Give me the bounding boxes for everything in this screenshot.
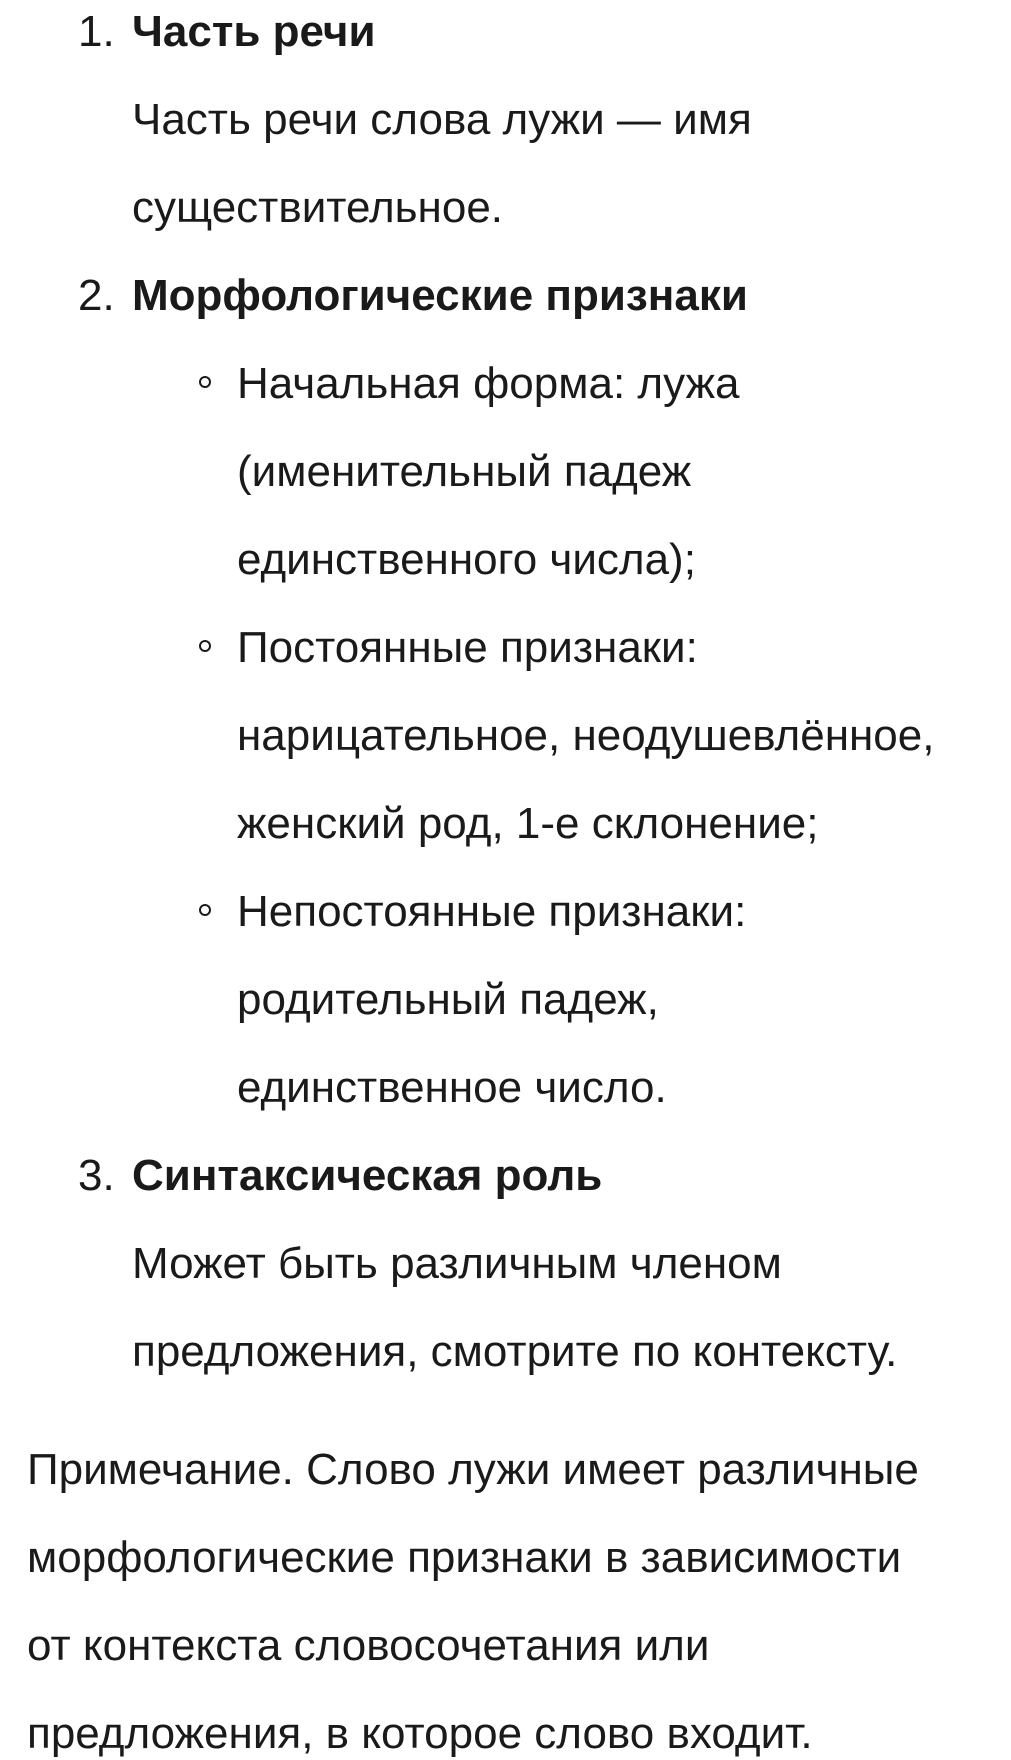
subitem-line: родительный падеж,	[237, 975, 659, 1024]
bullet-circle-icon	[199, 640, 211, 652]
subitem-line: Начальная форма: лужа	[237, 359, 740, 408]
subitem-line: женский род, 1-е склонение;	[237, 799, 819, 848]
subitem-line: Непостоянные признаки:	[237, 887, 747, 936]
note-line: предложения, в которое слово входит.	[27, 1709, 813, 1758]
body-line: существительное.	[132, 183, 504, 232]
list-number-3: 3.	[78, 1151, 115, 1200]
body-line: Часть речи слова лужи — имя	[132, 95, 752, 144]
bullet-circle-icon	[199, 376, 211, 388]
subitem-line: Постоянные признаки:	[237, 623, 698, 672]
subitem-line: нарицательное, неодушевлённое,	[237, 711, 935, 760]
body-line: предложения, смотрите по контексту.	[132, 1327, 898, 1376]
subitem-line: (именительный падеж	[237, 447, 692, 496]
note-line: морфологические признаки в зависимости	[27, 1533, 902, 1582]
list-number-1: 1.	[78, 7, 115, 56]
note-line: Примечание. Слово лужи имеет различные	[27, 1445, 919, 1494]
body-line: Может быть различным членом	[132, 1239, 782, 1288]
subitem-line: единственное число.	[237, 1063, 667, 1112]
heading-syntactic-role: Синтаксическая роль	[132, 1151, 603, 1200]
bullet-circle-icon	[199, 904, 211, 916]
heading-part-of-speech: Часть речи	[132, 7, 376, 56]
list-number-2: 2.	[78, 271, 115, 320]
note-line: от контекста словосочетания или	[27, 1621, 710, 1670]
subitem-line: единственного числа);	[237, 535, 696, 584]
heading-morphological-features: Морфологические признаки	[132, 271, 748, 320]
